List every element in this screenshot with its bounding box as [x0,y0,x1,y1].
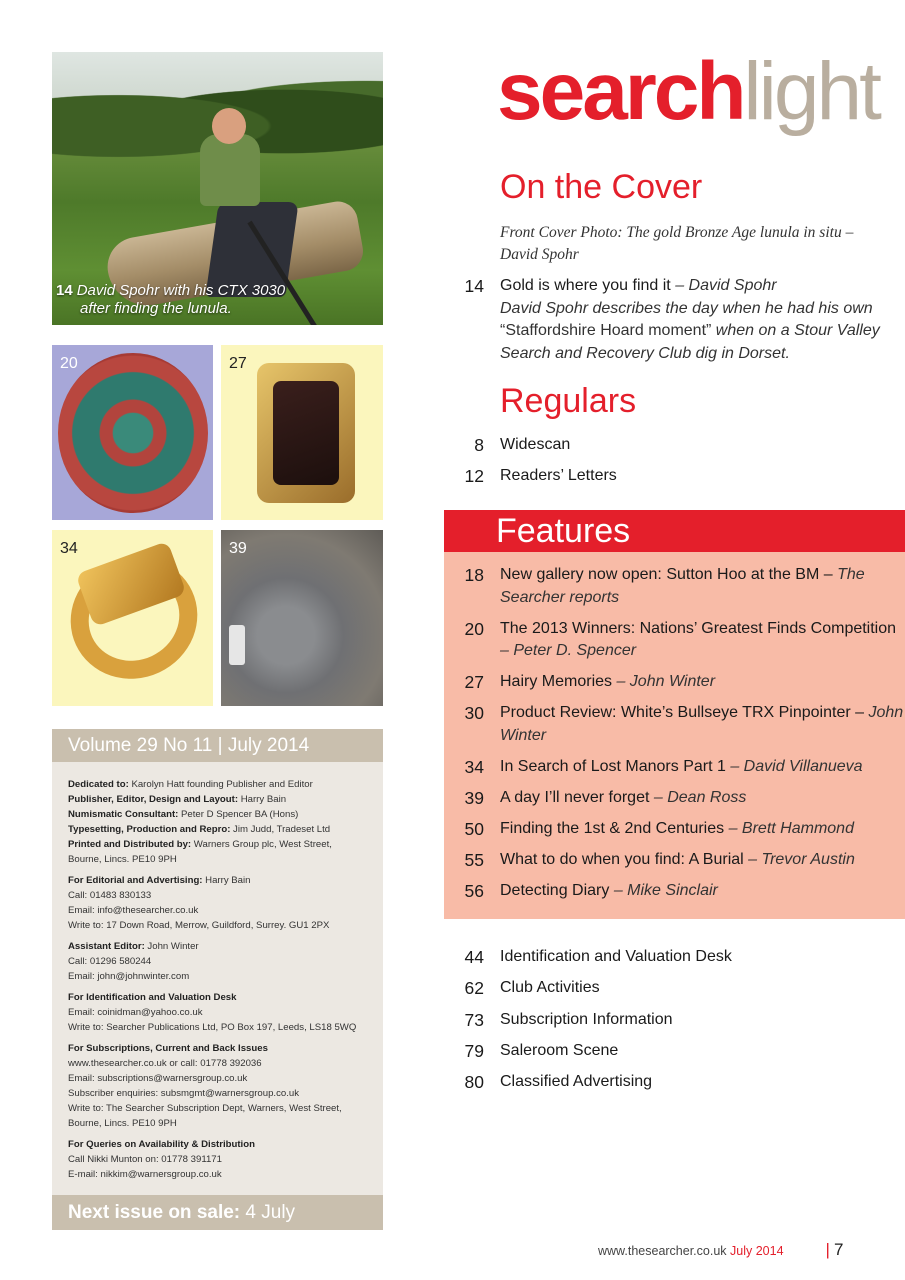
toc-page-number: 62 [464,978,484,999]
toc-row[interactable] [446,465,905,488]
info-label: For Subscriptions, Current and Back Issues [68,1043,268,1054]
toc-author: – John Winter [612,673,716,690]
section-title-on-the-cover: On the Cover [500,168,703,206]
toc-cover-list [446,275,905,365]
info-value: Jim Judd, Tradeset Ltd [230,824,331,835]
info-line: Email: subscriptions@warnersgroup.co.uk [68,1073,248,1084]
footer-page-number: 7 [833,1240,844,1259]
footer-separator: | [825,1240,830,1259]
toc-description [500,298,904,366]
toc-row[interactable] [446,946,905,969]
next-issue-label: Next issue on sale: [68,1202,241,1223]
info-line: Write to: The Searcher Subscription Dept, Warners, West Street, Bourne, Lincs. PE10 9PH [68,1103,342,1129]
info-line: Email: coinidman@yahoo.co.uk [68,1007,203,1018]
toc-row[interactable] [446,880,905,903]
man-body [200,134,260,206]
info-value: Warners Group plc, West Street, Bourne, Lincs. PE10 9PH [68,839,332,865]
section-title-regulars: Regulars [500,382,637,420]
thumb-gold-ring [52,530,213,706]
toc-row[interactable] [446,564,905,609]
masthead-logo [497,42,879,142]
info-line: www.thesearcher.co.uk or call: 01778 392036 [68,1058,262,1069]
info-label: Assistant Editor: [68,941,145,952]
desc-quote: “Staffordshire Hoard moment” [500,322,712,339]
toc-author: – Trevor Austin [743,850,855,868]
toc-title: Product Review: White’s Bullseye TRX Pinpointer – [500,704,869,721]
toc-author: – David Spohr [670,277,777,294]
toc-page-number: 80 [464,1072,484,1093]
toc-row[interactable] [446,702,905,747]
info-group-assistant-editor [68,939,367,984]
toc-title: The 2013 Winners: Nations’ Greatest Finds Competition [500,619,897,637]
staff-info-box [52,762,383,1195]
info-value: Harry Bain [238,794,287,805]
info-label: For Queries on Availability & Distribution [68,1139,255,1150]
toc-page-number: 55 [464,849,484,870]
info-line: Call: 01296 580244 [68,956,152,967]
info-line: Write to: 17 Down Road, Merrow, Guildford, Surrey. GU1 2PX [68,920,330,931]
info-line: Write to: Searcher Publications Ltd, PO Box 197, Leeds, LS18 5WQ [68,1022,357,1033]
info-value: Peter D Spencer BA (Hons) [178,809,299,820]
info-line: Email: john@johnwinter.com [68,971,190,982]
toc-title: Finding the 1st & 2nd Centuries [500,819,725,837]
toc-author: – Peter D. Spencer [500,642,637,659]
info-group-editorial [68,873,367,933]
info-group-staff [68,777,367,867]
toc-row[interactable] [446,1040,905,1063]
volume-bar: Volume 29 No 11 | July 2014 [52,729,383,762]
toc-title: Gold is where you find it [500,277,671,294]
toc-page-number: 73 [464,1009,484,1030]
thumb-page-number: 34 [60,540,78,557]
toc-title: Classified Advertising [500,1073,653,1091]
cover-photo-caption [56,282,285,318]
info-value: Karolyn Hatt founding Publisher and Editor [128,779,313,790]
thumb-burial [221,530,383,706]
toc-title: New gallery now open: Sutton Hoo at the BM – [500,566,838,583]
man-head [212,108,246,144]
toc-title: A day I’ll never forget [500,788,650,806]
toc-author: – Dean Ross [649,788,747,806]
masthead-part-search: search [497,46,744,137]
toc-title: Saleroom Scene [500,1041,619,1059]
toc-page-number: 8 [474,435,484,455]
desc-part: when on a Stour Valley Search and Recovery Club dig in Dorset. [500,322,880,362]
desc-part: David Spohr describes the day when he had his own [500,299,873,317]
info-label: Printed and Distributed by: [68,839,192,850]
info-group-identification [68,990,367,1035]
toc-title: Identification and Valuation Desk [500,948,732,965]
info-line: Call Nikki Munton on: 01778 391171 [68,1154,222,1165]
next-issue-date: 4 July [240,1202,296,1223]
toc-page-number: 30 [464,703,484,723]
toc-page-number: 39 [464,787,484,808]
cover-photo-credit: Front Cover Photo: The gold Bronze Age lunula in situ – David Spohr [500,224,854,263]
thumb-medallion [52,345,213,520]
info-value: John Winter [144,941,199,952]
caption-line-2: after finding the lunula. [80,300,232,317]
medallion-image [58,353,208,513]
next-issue-bar [52,1195,383,1230]
toc-row[interactable] [446,818,905,841]
toc-row[interactable] [446,756,905,779]
pipe-image [229,625,245,665]
thumb-page-number: 39 [229,540,247,557]
info-label: Typesetting, Production and Repro: [68,824,231,835]
info-label: Dedicated to: [68,779,129,790]
toc-title: Subscription Information [500,1010,673,1028]
toc-row[interactable] [446,434,905,457]
ring-stone-image [273,381,339,485]
caption-line-1: David Spohr with his CTX 3030 [76,282,286,299]
toc-page-number: 44 [464,947,484,967]
toc-page-number: 27 [464,672,484,692]
toc-author: John Winter [500,704,904,744]
toc-page-number: 79 [464,1040,484,1061]
info-line: Email: info@thesearcher.co.uk [68,905,199,916]
toc-page-number: 34 [464,756,484,777]
info-value: Harry Bain [202,875,251,886]
toc-title: Widescan [500,436,571,453]
toc-row[interactable] [446,275,905,365]
toc-title: In Search of Lost Manors Part 1 [500,757,726,775]
toc-title: Hairy Memories [500,673,613,690]
toc-regulars-list [446,434,905,496]
toc-page-number: 20 [464,618,484,639]
toc-page-number: 50 [464,818,484,839]
caption-page-number: 14 [56,282,73,299]
masthead-part-light: light [743,46,879,137]
toc-author: – Mike Sinclair [609,881,718,899]
footer-url: www.thesearcher.co.uk [598,1244,731,1258]
section-title-features: Features [444,510,905,552]
toc-title: Readers’ Letters [500,467,617,484]
toc-features-list [446,564,905,911]
info-group-subscriptions [68,1041,367,1131]
toc-row[interactable] [446,1009,905,1032]
info-line: Subscriber enquiries: subsmgmt@warnersgroup.co.uk [68,1088,300,1099]
toc-page-number: 14 [464,276,484,296]
toc-author: The Searcher reports [500,566,865,606]
toc-author: – Brett Hammond [724,819,854,837]
thumb-page-number: 20 [60,355,78,372]
toc-row[interactable] [446,849,905,872]
page-footer [598,1240,843,1260]
info-label: For Identification and Valuation Desk [68,992,237,1003]
info-group-distribution [68,1137,367,1182]
toc-title: What to do when you find: A Burial [500,850,744,868]
toc-page-number: 18 [464,565,484,585]
info-line: Call: 01483 830133 [68,890,152,901]
info-label: For Editorial and Advertising: [68,875,203,886]
toc-row[interactable] [446,1071,905,1094]
toc-title: Detecting Diary [500,881,610,899]
toc-row[interactable] [446,787,905,810]
info-label: Numismatic Consultant: [68,809,179,820]
toc-more-list [446,946,905,1102]
toc-page-number: 12 [464,466,484,486]
thumb-page-number: 27 [229,355,247,372]
toc-row[interactable] [446,977,905,1000]
toc-page-number: 56 [464,880,484,901]
toc-title: Club Activities [500,979,600,997]
toc-row[interactable] [446,671,905,694]
info-label: Publisher, Editor, Design and Layout: [68,794,239,805]
thumb-mourning-ring [221,345,383,520]
toc-author: – David Villanueva [725,757,863,775]
toc-row[interactable] [446,618,905,663]
footer-issue-month: July 2014 [730,1244,784,1258]
info-line: E-mail: nikkim@warnersgroup.co.uk [68,1169,222,1180]
